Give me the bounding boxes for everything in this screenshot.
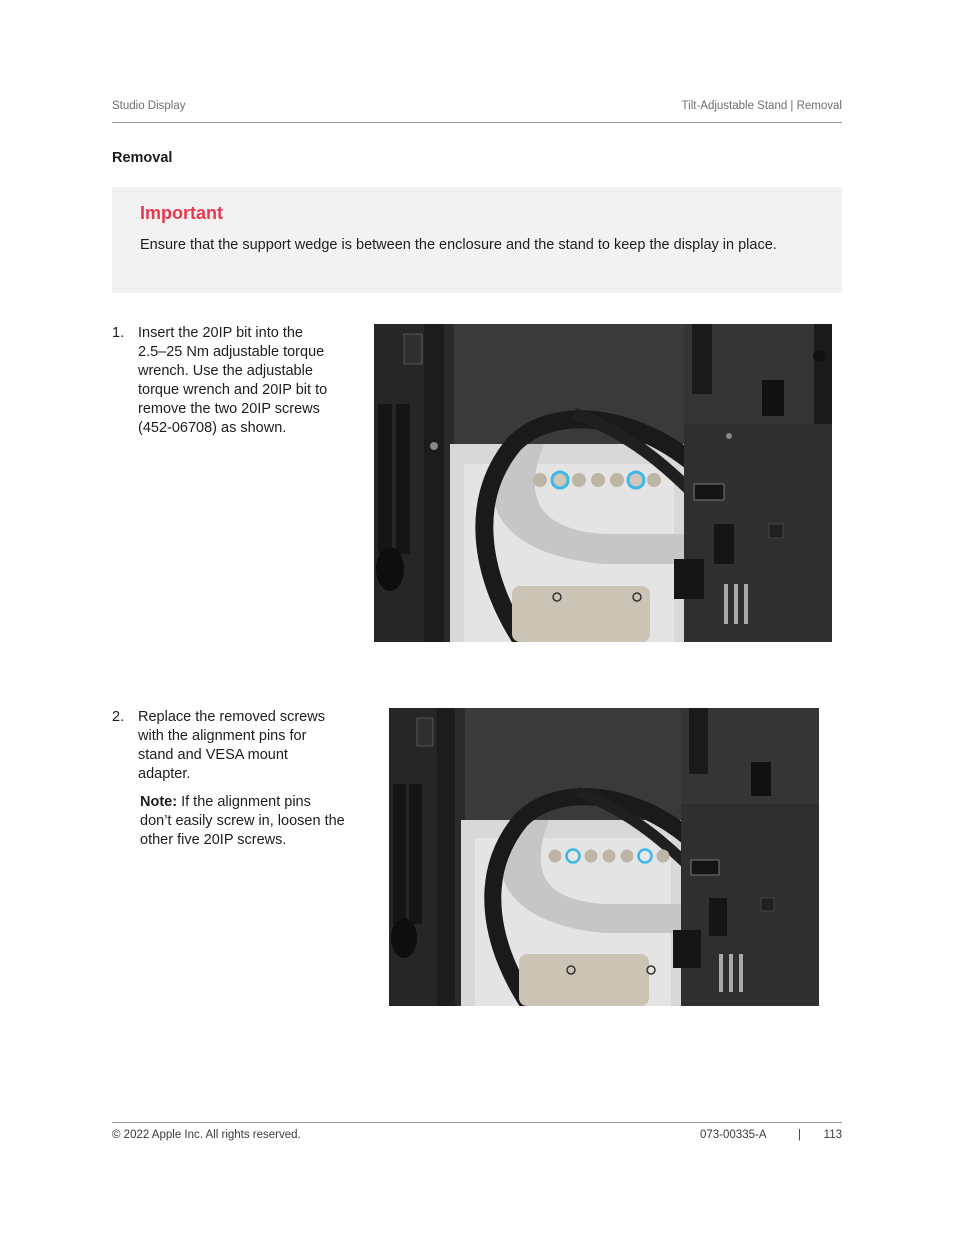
step-2-text: Replace the removed screws with the alignment pins for stand and VESA mount adapter. [138, 709, 325, 782]
footer-doc-number: 073-00335-A [700, 1129, 767, 1141]
step-2-note [140, 793, 345, 850]
step-1-text: Insert the 20IP bit into the 2.5–25 Nm adjustable torque wrench. Use the adjustable torque wrench and 20IP bit to remove the two 20IP screws (452-06708) as shown. [138, 325, 328, 436]
important-callout [112, 187, 842, 293]
header-section-path: Tilt-Adjustable Stand | Removal [681, 100, 842, 112]
step-2-number: 2. [112, 709, 125, 725]
logic-board-photo-2 [389, 708, 819, 1006]
footer-divider [112, 1122, 842, 1123]
footer-page-number: 113 [823, 1129, 842, 1141]
header-divider [112, 122, 842, 123]
logic-board-photo-1 [374, 324, 832, 642]
note-label: Note: [140, 794, 178, 810]
footer-copyright: © 2022 Apple Inc. All rights reserved. [112, 1129, 301, 1141]
important-text: Ensure that the support wedge is between the enclosure and the stand to keep the display in place. [140, 237, 777, 253]
footer-separator: | [798, 1129, 801, 1141]
step-2-photo [389, 708, 819, 1006]
step-1-photo [374, 324, 832, 642]
step-1-number: 1. [112, 325, 125, 341]
header-doc-title: Studio Display [112, 100, 186, 112]
important-title: Important [140, 203, 223, 223]
section-title: Removal [112, 150, 173, 166]
note-text: If the alignment pins don’t easily screw in, loosen the other five 20IP screws. [140, 794, 345, 848]
